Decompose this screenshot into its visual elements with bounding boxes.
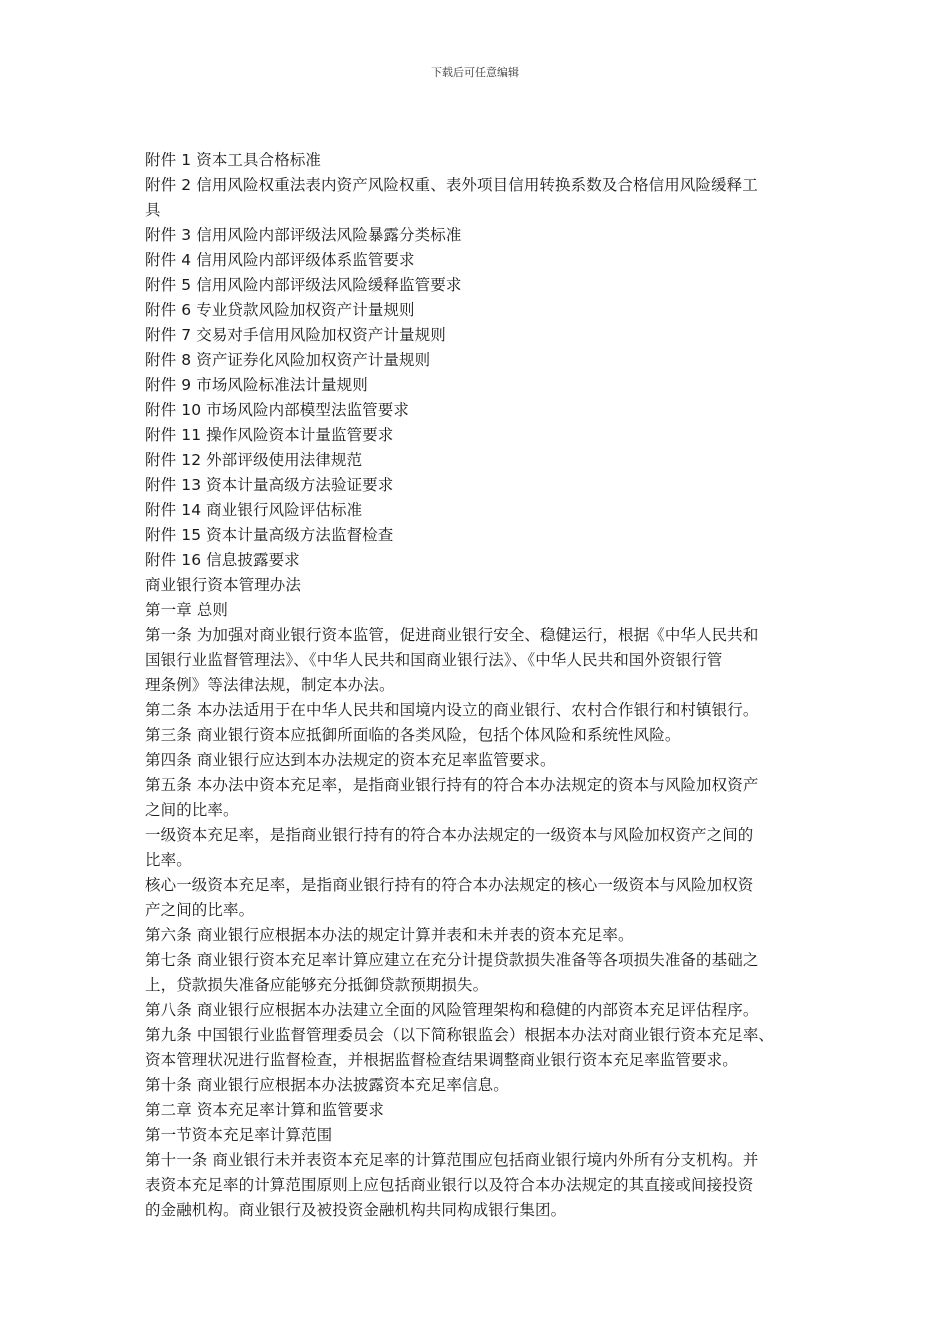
document-line: 第八条 商业银行应根据本办法建立全面的风险管理架构和稳健的内部资本充足评估程序。	[145, 1001, 759, 1019]
document-line: 的金融机构。商业银行及被投资金融机构共同构成银行集团。	[145, 1201, 567, 1219]
document-line: 上，贷款损失准备应能够充分抵御贷款预期损失。	[145, 976, 489, 994]
document-line: 附件 7 交易对手信用风险加权资产计量规则	[145, 326, 446, 344]
document-body	[145, 148, 825, 1223]
document-line: 附件 9 市场风险标准法计量规则	[145, 376, 368, 394]
document-line: 第三条 商业银行资本应抵御所面临的各类风险，包括个体风险和系统性风险。	[145, 726, 681, 744]
document-line: 附件 1 资本工具合格标准	[145, 151, 322, 169]
document-line: 理条例》等法律法规，制定本办法。	[145, 676, 395, 694]
document-line: 第一章 总则	[145, 601, 229, 619]
document-line: 第六条 商业银行应根据本办法的规定计算并表和未并表的资本充足率。	[145, 926, 634, 944]
document-line: 国银行业监督管理法》、《中华人民共和国商业银行法》、《中华人民共和国外资银行管	[145, 651, 723, 669]
document-line: 附件 6 专业贷款风险加权资产计量规则	[145, 301, 415, 319]
document-line: 第二条 本办法适用于在中华人民共和国境内设立的商业银行、农村合作银行和村镇银行。	[145, 701, 759, 719]
page-header-note: 下载后可任意编辑	[431, 66, 519, 79]
document-line: 附件 2 信用风险权重法表内资产风险权重、表外项目信用转换系数及合格信用风险缓释工	[145, 176, 758, 194]
document-line: 第二章 资本充足率计算和监管要求	[145, 1101, 385, 1119]
document-line: 表资本充足率的计算范围原则上应包括商业银行以及符合本办法规定的其直接或间接投资	[145, 1176, 754, 1194]
document-line: 附件 4 信用风险内部评级体系监管要求	[145, 251, 415, 269]
document-line: 附件 5 信用风险内部评级法风险缓释监管要求	[145, 276, 462, 294]
document-line: 具	[145, 201, 161, 219]
document-line: 附件 13 资本计量高级方法验证要求	[145, 476, 394, 494]
document-line: 核心一级资本充足率，是指商业银行持有的符合本办法规定的核心一级资本与风险加权资	[145, 876, 754, 894]
document-line: 附件 14 商业银行风险评估标准	[145, 501, 363, 519]
document-line: 第九条 中国银行业监督管理委员会（以下简称银监会）根据本办法对商业银行资本充足率、	[145, 1026, 775, 1044]
document-line: 一级资本充足率，是指商业银行持有的符合本办法规定的一级资本与风险加权资产之间的	[145, 826, 754, 844]
document-line: 第一节资本充足率计算范围	[145, 1126, 333, 1144]
document-line: 第五条 本办法中资本充足率，是指商业银行持有的符合本办法规定的资本与风险加权资产	[145, 776, 759, 794]
document-line: 附件 3 信用风险内部评级法风险暴露分类标准	[145, 226, 462, 244]
document-line: 比率。	[145, 851, 192, 869]
document-line: 产之间的比率。	[145, 901, 255, 919]
document-line: 附件 10 市场风险内部模型法监管要求	[145, 401, 409, 419]
document-line: 附件 16 信息披露要求	[145, 551, 300, 569]
document-line: 资本管理状况进行监督检查，并根据监督检查结果调整商业银行资本充足率监管要求。	[145, 1051, 738, 1069]
document-line: 第十条 商业银行应根据本办法披露资本充足率信息。	[145, 1076, 509, 1094]
document-line: 第七条 商业银行资本充足率计算应建立在充分计提贷款损失准备等各项损失准备的基础之	[145, 951, 759, 969]
document-line: 第四条 商业银行应达到本办法规定的资本充足率监管要求。	[145, 751, 556, 769]
document-line: 商业银行资本管理办法	[145, 576, 302, 594]
document-line: 附件 8 资产证券化风险加权资产计量规则	[145, 351, 431, 369]
document-line: 第十一条 商业银行未并表资本充足率的计算范围应包括商业银行境内外所有分支机构。并	[145, 1151, 759, 1169]
document-line: 附件 12 外部评级使用法律规范	[145, 451, 363, 469]
document-line: 第一条 为加强对商业银行资本监管，促进商业银行安全、稳健运行，根据《中华人民共和	[145, 626, 759, 644]
document-line: 附件 11 操作风险资本计量监管要求	[145, 426, 394, 444]
document-line: 之间的比率。	[145, 801, 239, 819]
document-line: 附件 15 资本计量高级方法监督检查	[145, 526, 394, 544]
